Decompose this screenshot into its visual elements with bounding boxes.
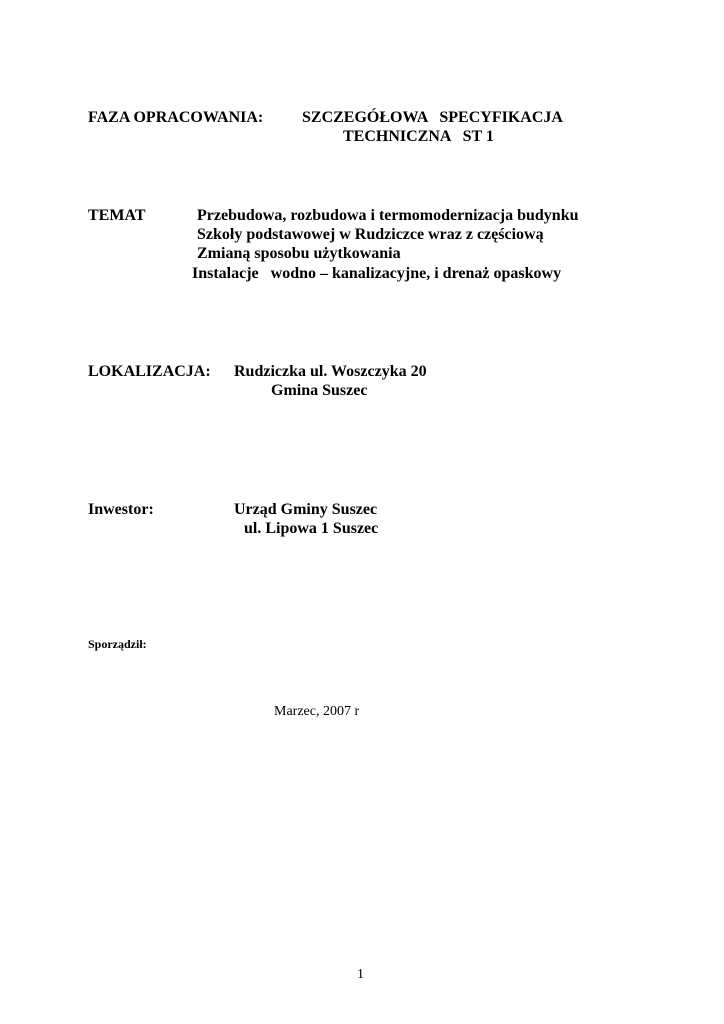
investor-line2: ul. Lipowa 1 Suszec: [244, 520, 379, 537]
subject-line-4: Instalacje wodno – kanalizacyjne, i drenaż opaskowy: [192, 265, 562, 282]
subject-line-3: Zmianą sposobu użytkowania: [197, 245, 401, 262]
location-line2: Gmina Suszec: [271, 382, 368, 399]
page-number: 1: [357, 967, 364, 982]
document-date: Marzec, 2007 r: [274, 704, 360, 719]
phase-value-line2: TECHNICZNA ST 1: [343, 128, 494, 145]
phase-label: FAZA OPRACOWANIA:: [88, 109, 264, 126]
investor-label: Inwestor:: [88, 501, 154, 518]
subject-line-1: Przebudowa, rozbudowa i termomodernizacja budynku: [197, 207, 579, 224]
subject-line-2: Szkoły podstawowej w Rudziczce wraz z częściową: [197, 226, 544, 243]
location-line1: Rudziczka ul. Woszczyka 20: [234, 363, 427, 380]
prepared-by-label: Sporządził:: [88, 637, 147, 651]
investor-line1: Urząd Gminy Suszec: [234, 501, 378, 518]
subject-label: TEMAT: [88, 207, 146, 224]
phase-value-line1: SZCZEGÓŁOWA SPECYFIKACJA: [302, 109, 563, 126]
location-label: LOKALIZACJA:: [88, 363, 211, 380]
